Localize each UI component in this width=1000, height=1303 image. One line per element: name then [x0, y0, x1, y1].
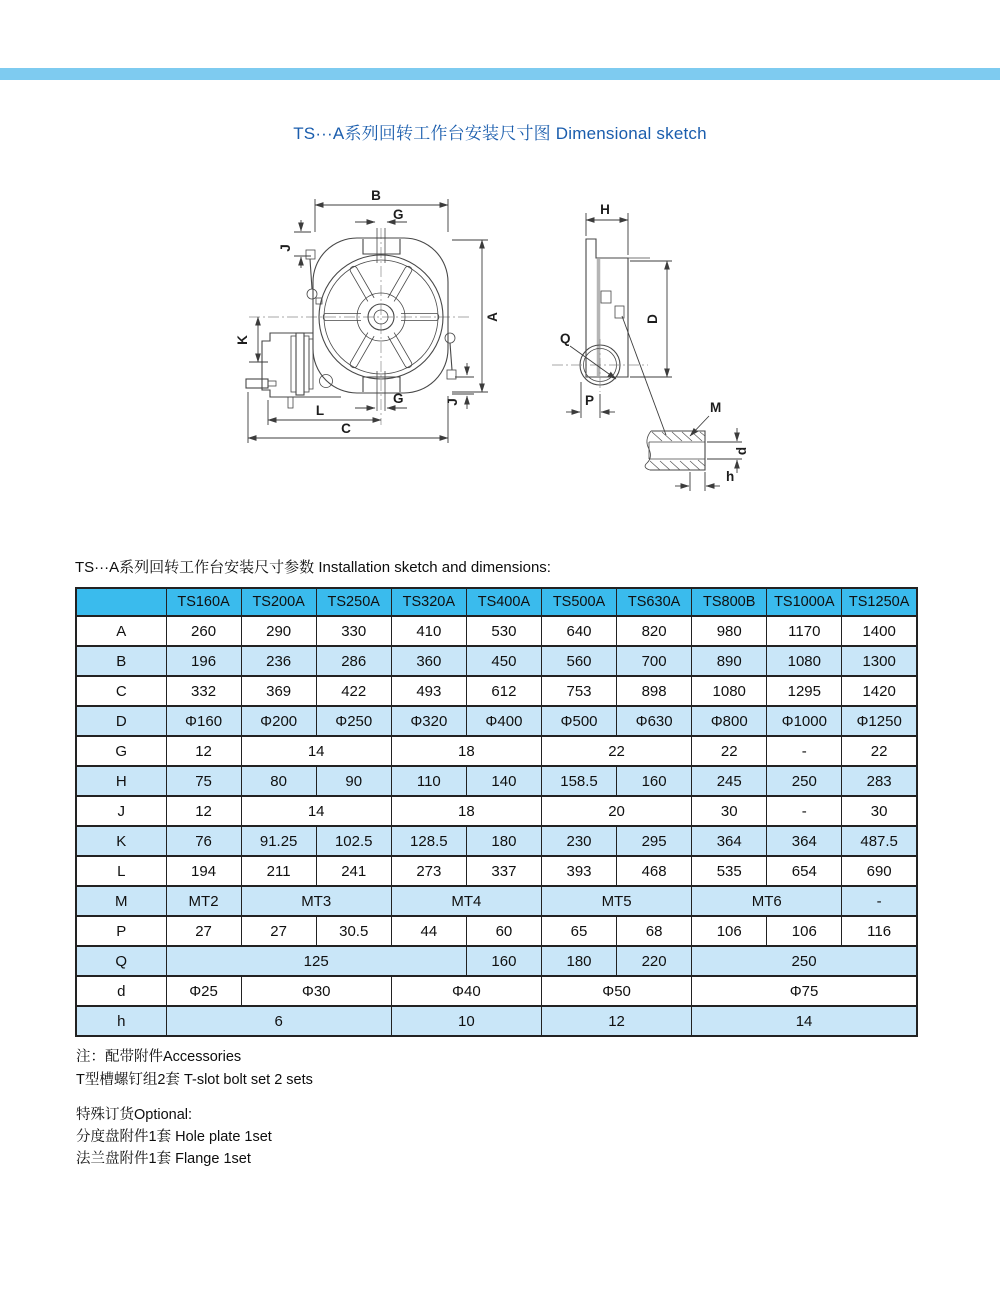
table-cell: Φ1000: [767, 706, 842, 736]
table-cell: 30: [842, 796, 917, 826]
row-label: C: [76, 676, 166, 706]
table-cell: 612: [466, 676, 541, 706]
row-label: G: [76, 736, 166, 766]
table-cell: Φ1250: [842, 706, 917, 736]
table-row: [76, 766, 917, 796]
table-cell: -: [842, 886, 917, 916]
table-cell: Φ400: [466, 706, 541, 736]
table-cell: -: [767, 796, 842, 826]
table-cell: 90: [316, 766, 391, 796]
table-cell: 110: [391, 766, 466, 796]
table-cell: 12: [166, 736, 241, 766]
table-cell: 140: [466, 766, 541, 796]
table-cell: 180: [541, 946, 616, 976]
table-cell: Φ25: [166, 976, 241, 1006]
table-row: [76, 976, 917, 1006]
table-cell: Φ30: [241, 976, 391, 1006]
optional-flange: 法兰盘附件1套 Flange 1set: [76, 1151, 251, 1167]
table-header-row: [76, 588, 917, 616]
table-cell: 273: [391, 856, 466, 886]
table-cell: 369: [241, 676, 316, 706]
table-cell: 332: [166, 676, 241, 706]
table-cell: 160: [617, 766, 692, 796]
table-cell: 18: [391, 796, 541, 826]
table-cell: 640: [541, 616, 616, 646]
column-header: TS320A: [391, 588, 466, 616]
dim-label-J-bottom: J: [445, 398, 460, 406]
table-cell: 12: [541, 1006, 691, 1036]
optional-notes: [76, 1104, 272, 1170]
dim-label-G-top: G: [393, 207, 404, 222]
table-caption: TS···A系列回转工作台安装尺寸参数 Installation sketch and dimensions:: [75, 559, 551, 576]
table-cell: 283: [842, 766, 917, 796]
table-row: [76, 886, 917, 916]
table-cell: 898: [617, 676, 692, 706]
table-cell: 80: [241, 766, 316, 796]
row-label: D: [76, 706, 166, 736]
table-cell: 116: [842, 916, 917, 946]
dim-label-K: K: [235, 335, 250, 345]
table-cell: MT3: [241, 886, 391, 916]
table-cell: MT6: [692, 886, 842, 916]
table-cell: Φ160: [166, 706, 241, 736]
table-cell: -: [767, 736, 842, 766]
table-cell: Φ320: [391, 706, 466, 736]
note-accessories: 注：配带附件Accessories: [76, 1049, 242, 1065]
table-cell: 393: [541, 856, 616, 886]
table-cell: 102.5: [316, 826, 391, 856]
dim-label-B: B: [371, 188, 381, 203]
table-cell: 30.5: [316, 916, 391, 946]
table-cell: 196: [166, 646, 241, 676]
row-label: B: [76, 646, 166, 676]
table-cell: 76: [166, 826, 241, 856]
table-row: [76, 826, 917, 856]
table-row: [76, 736, 917, 766]
table-cell: 1420: [842, 676, 917, 706]
table-cell: 75: [166, 766, 241, 796]
table-cell: 753: [541, 676, 616, 706]
page-title: TS···A系列回转工作台安装尺寸图 Dimensional sketch: [293, 124, 707, 143]
side-view-drawing: [552, 202, 672, 435]
table-cell: 700: [617, 646, 692, 676]
table-cell: 422: [316, 676, 391, 706]
table-cell: 230: [541, 826, 616, 856]
table-cell: 450: [466, 646, 541, 676]
dim-label-A: A: [485, 312, 500, 322]
table-row: [76, 946, 917, 976]
dim-label-Q: Q: [560, 331, 571, 346]
table-cell: 91.25: [241, 826, 316, 856]
table-cell: 690: [842, 856, 917, 886]
table-cell: 1170: [767, 616, 842, 646]
table-cell: 1080: [767, 646, 842, 676]
table-cell: 22: [842, 736, 917, 766]
row-label: J: [76, 796, 166, 826]
column-header: TS500A: [541, 588, 616, 616]
column-header: TS250A: [316, 588, 391, 616]
row-label: L: [76, 856, 166, 886]
handwheel-assembly: [246, 333, 341, 408]
column-header: TS800B: [692, 588, 767, 616]
table-cell: 410: [391, 616, 466, 646]
column-header: TS630A: [617, 588, 692, 616]
table-cell: 22: [692, 736, 767, 766]
table-cell: Φ40: [391, 976, 541, 1006]
table-cell: Φ50: [541, 976, 691, 1006]
table-row: [76, 616, 917, 646]
table-cell: 194: [166, 856, 241, 886]
table-cell: 27: [166, 916, 241, 946]
table-cell: 535: [692, 856, 767, 886]
table-cell: 360: [391, 646, 466, 676]
table-cell: 180: [466, 826, 541, 856]
table-cell: 60: [466, 916, 541, 946]
table-cell: 530: [466, 616, 541, 646]
column-header: TS200A: [241, 588, 316, 616]
table-cell: 260: [166, 616, 241, 646]
table-cell: 1080: [692, 676, 767, 706]
clamp-handle-bottom: [445, 333, 456, 379]
table-cell: Φ200: [241, 706, 316, 736]
column-header: TS1250A: [842, 588, 917, 616]
table-cell: 1400: [842, 616, 917, 646]
table-row: [76, 916, 917, 946]
table-cell: 128.5: [391, 826, 466, 856]
table-cell: 250: [692, 946, 917, 976]
dim-label-H: H: [600, 202, 610, 217]
table-cell: 20: [541, 796, 691, 826]
table-cell: 290: [241, 616, 316, 646]
table-cell: 12: [166, 796, 241, 826]
dim-label-L: L: [315, 403, 325, 418]
table-cell: 18: [391, 736, 541, 766]
table-cell: 14: [692, 1006, 917, 1036]
dim-label-J-top: J: [278, 244, 293, 252]
table-cell: 125: [166, 946, 466, 976]
optional-hole-plate: 分度盘附件1套 Hole plate 1set: [76, 1129, 272, 1145]
table-cell: 890: [692, 646, 767, 676]
table-cell: Φ500: [541, 706, 616, 736]
table-cell: 22: [541, 736, 691, 766]
table-cell: 68: [617, 916, 692, 946]
table-cell: 220: [617, 946, 692, 976]
table-cell: Φ630: [617, 706, 692, 736]
table-cell: 980: [692, 616, 767, 646]
table-cell: 1300: [842, 646, 917, 676]
table-row: [76, 856, 917, 886]
table-cell: 158.5: [541, 766, 616, 796]
table-cell: 30: [692, 796, 767, 826]
table-cell: 65: [541, 916, 616, 946]
table-cell: 211: [241, 856, 316, 886]
accessories-notes: [76, 1046, 313, 1092]
dim-label-P: P: [585, 393, 595, 408]
table-cell: 160: [466, 946, 541, 976]
row-label: M: [76, 886, 166, 916]
row-label: h: [76, 1006, 166, 1036]
column-header: TS160A: [166, 588, 241, 616]
table-cell: 250: [767, 766, 842, 796]
table-cell: 364: [692, 826, 767, 856]
row-label: A: [76, 616, 166, 646]
table-cell: 14: [241, 796, 391, 826]
table-row: [76, 1006, 917, 1036]
table-cell: 106: [767, 916, 842, 946]
table-row: [76, 706, 917, 736]
dim-label-D: D: [645, 314, 660, 324]
taper-detail-drawing: [645, 400, 749, 491]
table-cell: Φ75: [692, 976, 917, 1006]
table-cell: 468: [617, 856, 692, 886]
dim-label-d: d: [734, 446, 749, 456]
table-cell: 330: [316, 616, 391, 646]
top-accent-bar: [0, 68, 1000, 80]
table-cell: 241: [316, 856, 391, 886]
table-cell: 236: [241, 646, 316, 676]
table-cell: 27: [241, 916, 316, 946]
column-header: TS1000A: [767, 588, 842, 616]
row-label: H: [76, 766, 166, 796]
row-label: d: [76, 976, 166, 1006]
dim-label-G-bottom: G: [393, 391, 404, 406]
table-cell: 337: [466, 856, 541, 886]
dim-label-h: h: [726, 469, 735, 484]
table-cell: 820: [617, 616, 692, 646]
table-row: [76, 676, 917, 706]
row-label: P: [76, 916, 166, 946]
dim-label-C: C: [341, 421, 351, 436]
table-row: [76, 646, 917, 676]
dim-label-M: M: [710, 400, 722, 415]
table-cell: 14: [241, 736, 391, 766]
table-cell: MT5: [541, 886, 691, 916]
note-tslot-bolts: T型槽螺钉组2套 T-slot bolt set 2 sets: [76, 1072, 313, 1088]
table-cell: 10: [391, 1006, 541, 1036]
row-label: K: [76, 826, 166, 856]
table-cell: 493: [391, 676, 466, 706]
dimensional-sketch: [215, 170, 815, 510]
front-view-drawing: [235, 188, 500, 443]
table-cell: 560: [541, 646, 616, 676]
column-header: TS400A: [466, 588, 541, 616]
dimensions-table: [75, 587, 918, 1037]
table-cell: 487.5: [842, 826, 917, 856]
table-cell: 245: [692, 766, 767, 796]
table-cell: 654: [767, 856, 842, 886]
table-cell: 44: [391, 916, 466, 946]
table-cell: 1295: [767, 676, 842, 706]
table-cell: 364: [767, 826, 842, 856]
table-cell: MT2: [166, 886, 241, 916]
table-cell: 286: [316, 646, 391, 676]
table-cell: MT4: [391, 886, 541, 916]
table-corner-cell: [76, 588, 166, 616]
row-label: Q: [76, 946, 166, 976]
table-row: [76, 796, 917, 826]
table-cell: 6: [166, 1006, 391, 1036]
table-cell: Φ800: [692, 706, 767, 736]
table-cell: 106: [692, 916, 767, 946]
optional-title: 特殊订货Optional:: [76, 1107, 193, 1123]
table-cell: 295: [617, 826, 692, 856]
table-cell: Φ250: [316, 706, 391, 736]
